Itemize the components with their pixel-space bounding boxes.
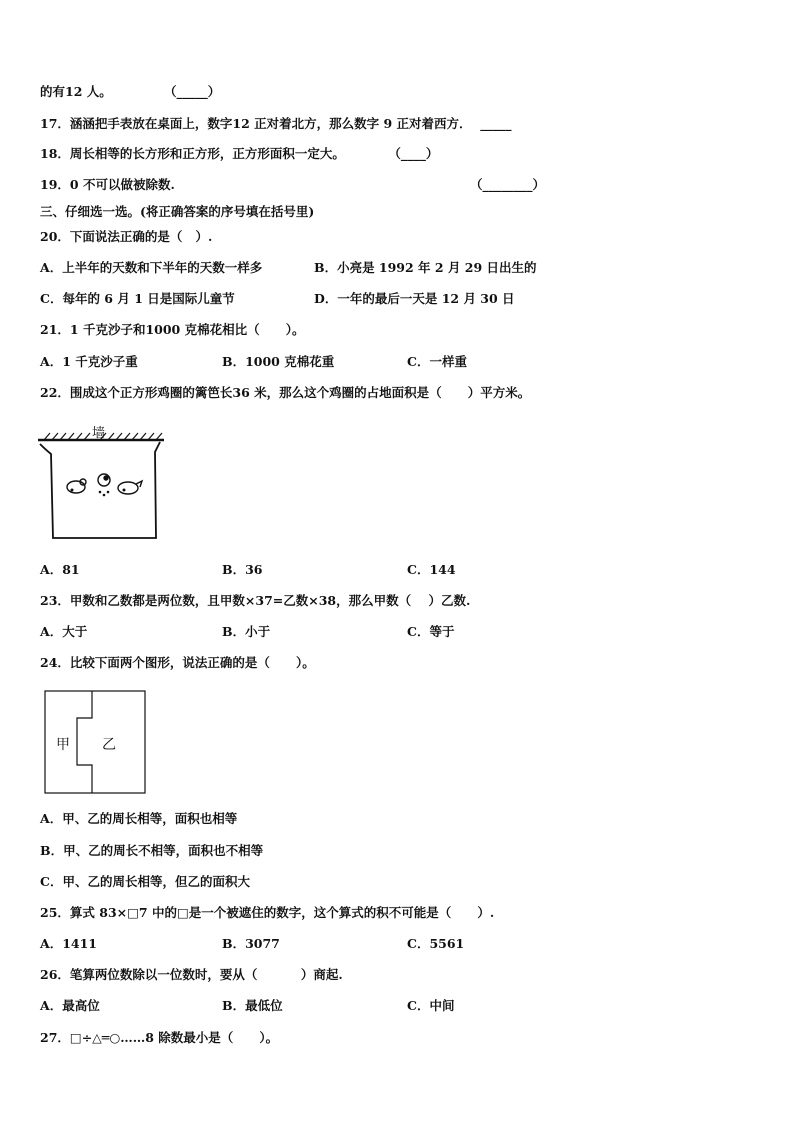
question-24: 24．比较下面两个图形，说法正确的是（ ）。 [40,655,315,670]
q20-option-a: A．上半年的天数和下半年的天数一样多 [40,260,263,275]
line-continuation: 的有12 人。 （_____） [40,84,221,99]
question-18: 18．周长相等的长方形和正方形，正方形面积一定大。 （____） [40,146,439,161]
question-20: 20．下面说法正确的是（ ）. [40,229,213,244]
q23-option-b: B．小于 [222,624,271,639]
q21-option-c: C．一样重 [407,354,467,369]
q23-option-a: A．大于 [40,624,88,639]
question-27: 27．□÷△═○……8 除数最小是（ ）。 [40,1030,279,1045]
q21-option-a: A．1 千克沙子重 [40,354,138,369]
shape-right-label: 乙 [102,737,116,753]
question-23: 23．甲数和乙数都是两位数，且甲数×37=乙数×38，那么甲数（ ）乙数. [40,593,471,608]
question-17: 17．涵涵把手表放在桌面上，数字12 正对着北方，那么数字 9 正对着西方． _____ [40,116,512,131]
q26-option-a: A．最高位 [40,998,100,1013]
q24-option-b: B．甲、乙的周长不相等，面积也不相等 [40,843,264,858]
q20-option-c: C．每年的 6 月 1 日是国际儿童节 [40,291,235,306]
question-21: 21．1 千克沙子和1000 克棉花相比（ ）。 [40,322,305,337]
q20-option-b: B．小亮是 1992 年 2 月 29 日出生的 [314,260,537,275]
q24-option-c: C．甲、乙的周长相等，但乙的面积大 [40,874,250,889]
q22-option-a: A．81 [40,562,80,577]
q26-option-b: B．最低位 [222,998,283,1013]
q23-option-c: C．等于 [407,624,455,639]
section-3-heading: 三、仔细选一选。(将正确答案的序号填在括号里) [40,204,315,219]
shapes-figure [44,690,148,796]
question-25: 25．算式 83×□7 中的□是一个被遮住的数字，这个算式的积不可能是（ ）. [40,905,495,920]
q22-option-c: C．144 [407,562,456,577]
question-26: 26．笔算两位数除以一位数时，要从（ ）商起. [40,967,343,982]
question-19-blank: （________） [470,177,546,192]
q25-option-b: B．3077 [222,936,280,951]
shape-left-label: 甲 [56,737,70,753]
q25-option-a: A．1411 [40,936,97,951]
q24-option-a: A．甲、乙的周长相等，面积也相等 [40,811,238,826]
q22-option-b: B．36 [222,562,263,577]
q26-option-c: C．中间 [407,998,455,1013]
wall-label: 墙 [92,426,106,441]
question-22: 22．围成这个正方形鸡圈的篱笆长36 米，那么这个鸡圈的占地面积是（ ）平方米。 [40,385,531,400]
q21-option-b: B．1000 克棉花重 [222,354,335,369]
question-19: 19．0 不可以做被除数. [40,177,175,192]
q25-option-c: C．5561 [407,936,465,951]
chicken-coop-figure [36,420,171,545]
q20-option-d: D．一年的最后一天是 12 月 30 日 [314,291,515,306]
